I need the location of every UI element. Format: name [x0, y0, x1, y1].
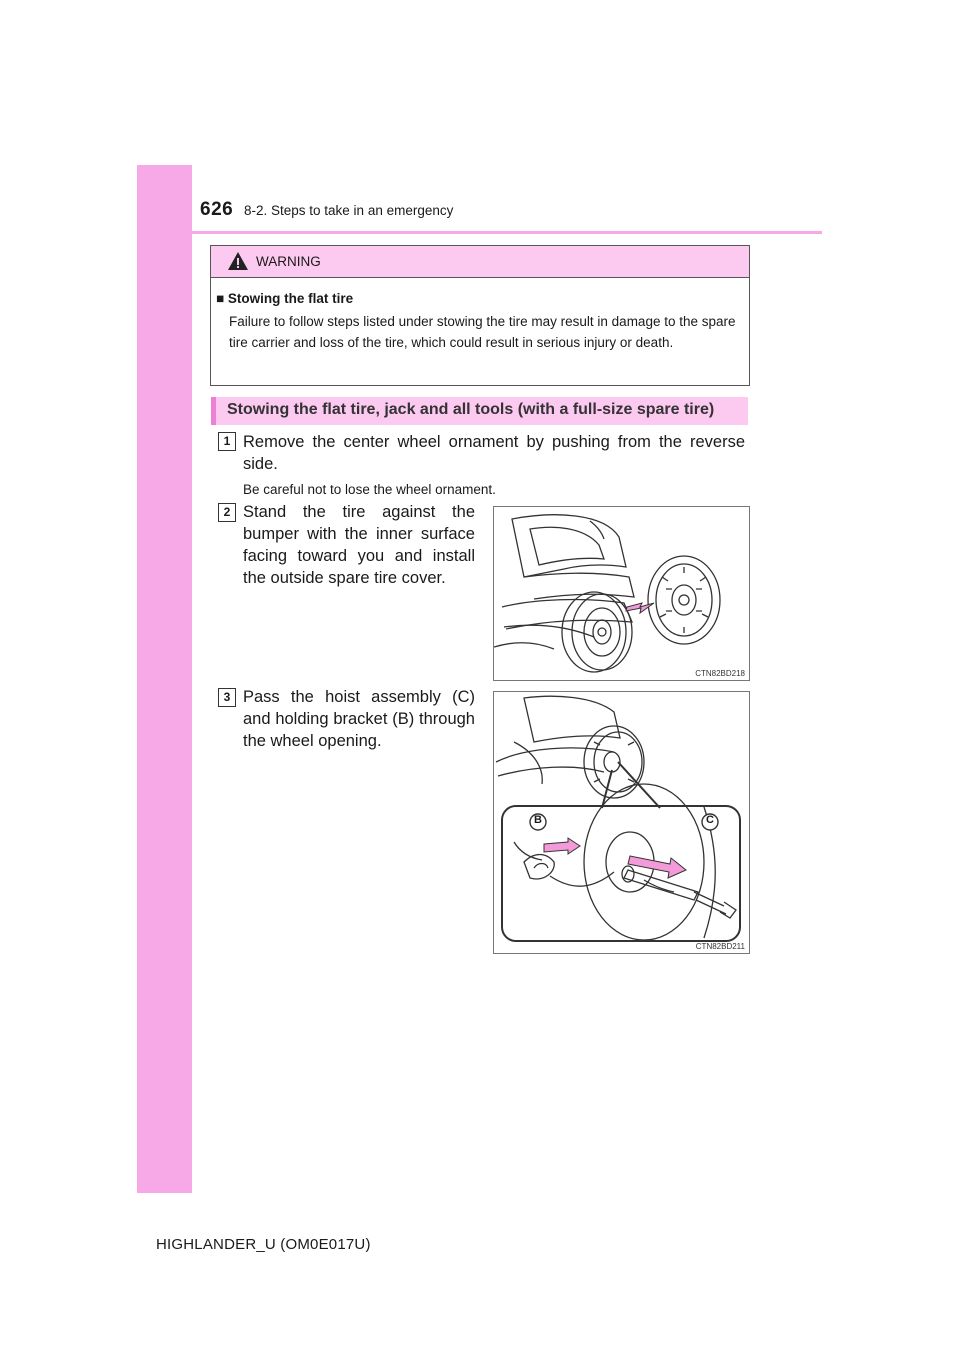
- warning-triangle-icon: [227, 251, 249, 276]
- hoist-assembly-illustration: [493, 691, 750, 954]
- page-number: 626: [200, 199, 234, 220]
- callout-b-label: B: [534, 814, 542, 826]
- step-number-2: 2: [218, 503, 236, 522]
- step-1-text: Remove the center wheel ornament by pushing from the reverse side.: [243, 433, 745, 473]
- header-rule: [192, 231, 822, 234]
- step-3-text: Pass the hoist assembly (C) and holding bracket (B) through the wheel opening.: [243, 688, 475, 750]
- step-1-note: Be careful not to lose the wheel ornament.: [243, 482, 496, 497]
- step-2-text: Stand the tire against the bumper with the inner surface facing toward you and install the outside spare tire cover.: [243, 503, 475, 587]
- figure-code-211: CTN82BD211: [695, 942, 745, 951]
- step-number-3: 3: [218, 688, 236, 707]
- step-number-1: 1: [218, 432, 236, 451]
- warning-subheading: ■ Stowing the flat tire: [216, 291, 354, 306]
- warning-label: WARNING: [256, 254, 321, 269]
- tire-against-bumper-illustration: [493, 506, 750, 681]
- callout-c-label: C: [706, 814, 714, 826]
- section-title: 8-2. Steps to take in an emergency: [244, 203, 454, 218]
- warning-body: Failure to follow steps listed under stowing the tire may result in damage to the spare tire carrier and loss of the tire, which could result in serious injury or death.: [229, 314, 736, 350]
- footer-model: HIGHLANDER_U (OM0E017U): [156, 1236, 371, 1253]
- warning-header: [211, 246, 749, 278]
- figure-code-218: CTN82BD218: [695, 669, 745, 678]
- side-band: [137, 165, 192, 1193]
- subsection-header: [211, 397, 748, 425]
- warning-box: [210, 245, 750, 386]
- subsection-title: Stowing the flat tire, jack and all tools (with a full-size spare tire): [227, 401, 715, 418]
